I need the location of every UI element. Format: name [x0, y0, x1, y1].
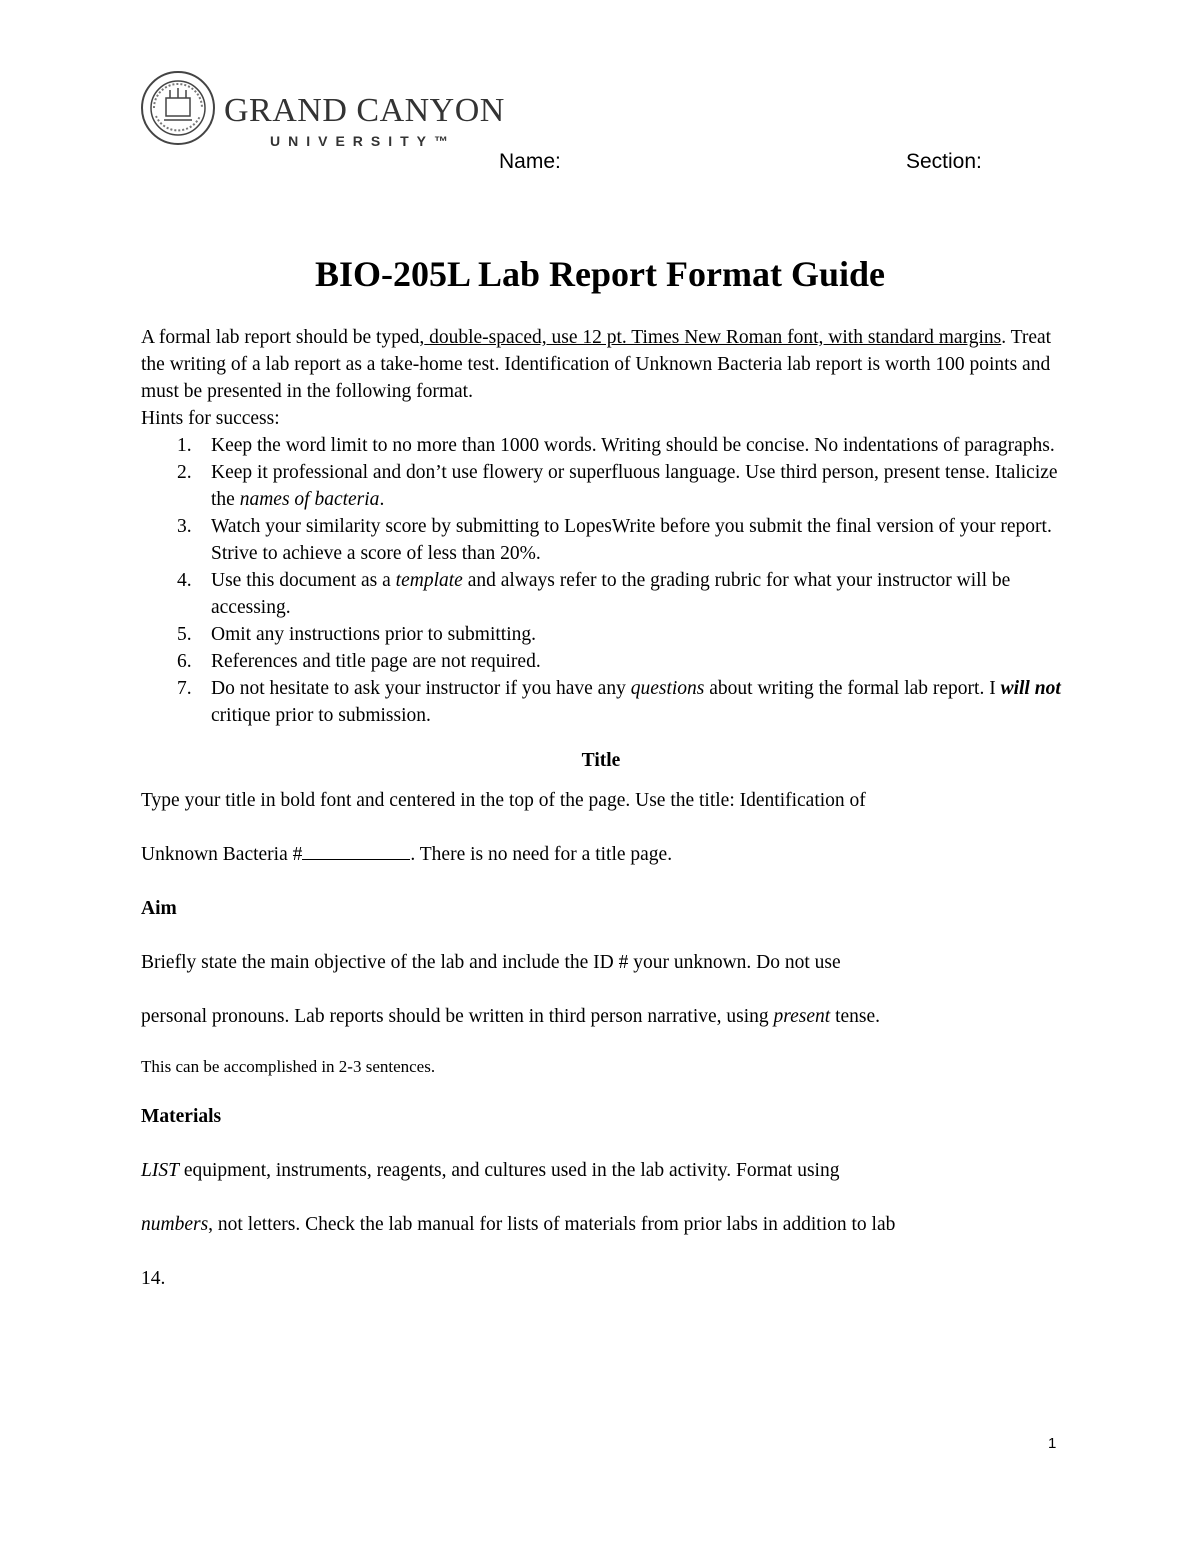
title-section-line-2: Unknown Bacteria # . There is no need for a title page. [141, 828, 1061, 882]
materials-line-1: LIST equipment, instruments, reagents, and cultures used in the lab activity. Format using [141, 1160, 840, 1181]
document-body [141, 324, 1061, 1306]
logo-wordmark: GRAND CANYON [224, 92, 505, 129]
aim-section-heading: Aim [141, 898, 177, 919]
aim-line-1: Briefly state the main objective of the lab and include the ID # your unknown. Do not use [141, 952, 841, 973]
materials-line-2: numbers, not letters. Check the lab manual for lists of materials from prior labs in addition to lab [141, 1214, 896, 1235]
title-section-line-1: Type your title in bold font and centered in the top of the page. Use the title: Identification of [141, 790, 866, 811]
list-item: 3. Watch your similarity score by submitting to LopesWrite before you submit the final version of your report. Strive to achieve a score of less than 20%. [177, 516, 1052, 564]
aim-line-2: personal pronouns. Lab reports should be written in third person narrative, using present tense. [141, 1006, 881, 1027]
materials-section-heading: Materials [141, 1106, 222, 1127]
title-section-heading: Title [581, 750, 621, 771]
logo-subtitle: UNIVERSITY™ [270, 133, 457, 149]
aim-line-3: This can be accomplished in 2-3 sentences. [141, 1057, 436, 1076]
list-item: 7. Do not hesitate to ask your instructor if you have any questions about writing the formal lab report. I will not critique prior to submission. [177, 678, 1061, 726]
materials-line-3: 14. [141, 1268, 166, 1289]
university-logo [140, 70, 505, 150]
hints-list [141, 432, 1061, 729]
intro-text: A formal lab report should be typed, [141, 327, 425, 348]
name-label: Name: [499, 150, 561, 173]
list-item: 5. Omit any instructions prior to submitting. [177, 624, 536, 645]
list-item: 4. Use this document as a template and always refer to the grading rubric for what your instructor will be accessing. [177, 570, 1011, 618]
list-item: 2. Keep it professional and don’t use flowery or superfluous language. Use third person, present tense. Italicize the names of bacteria. [177, 462, 1058, 510]
document-title: BIO-205L Lab Report Format Guide [314, 254, 885, 294]
intro-paragraph [141, 324, 1061, 432]
page-number: 1 [1048, 1435, 1057, 1452]
hints-label: Hints for success: [141, 408, 280, 429]
list-item: 6. References and title page are not required. [177, 651, 541, 672]
section-label: Section: [906, 150, 982, 173]
list-item: 1. Keep the word limit to no more than 1000 words. Writing should be concise. No indentations of paragraphs. [177, 435, 1055, 456]
intro-underlined-text: double-spaced, use 12 pt. Times New Roman font, with standard margins [424, 327, 1002, 348]
unknown-number-blank [302, 841, 410, 860]
intro-text-rest: . Treat the writing of a lab report as a take-home test. Identification of Unknown Bacteria lab report is worth 100 points and must be presented in the following format. [141, 327, 1052, 402]
university-seal-icon [140, 70, 216, 146]
